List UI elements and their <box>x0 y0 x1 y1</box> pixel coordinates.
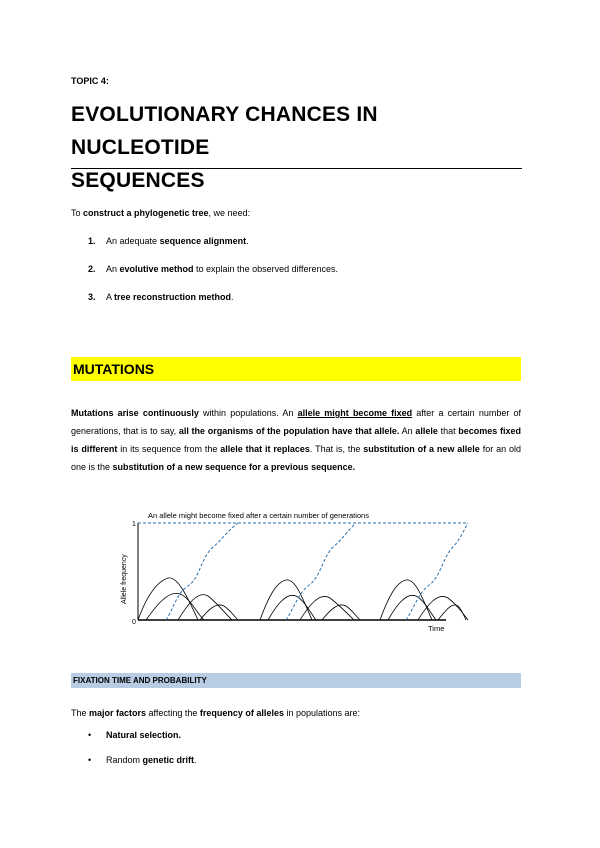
lost-allele-curve <box>388 595 436 620</box>
figure-caption: An allele might become fixed after a certain number of generations <box>148 511 369 520</box>
list-item <box>88 236 338 264</box>
list-text: A tree reconstruction method. <box>106 292 234 302</box>
factors-list <box>88 730 197 780</box>
page-title <box>71 98 521 197</box>
x-axis-label: Time <box>428 624 445 633</box>
list-text: Natural selection. <box>106 730 182 740</box>
mutations-paragraph: Mutations arise continuously within populations. An allele might become fixed after a certain number of generations, that is to say, all the organisms of the population have that allele. An allele that becomes fixed is different in its sequence from the allele that it replaces. That is, the substitution of a new allele for an old one is the substitution of a new sequence for a previous sequence. <box>71 408 522 472</box>
mutations-heading: MUTATIONS <box>71 357 521 381</box>
list-number: 2. <box>88 264 96 274</box>
lost-allele-curve <box>300 596 354 620</box>
lost-allele-curve <box>138 578 198 620</box>
bullet-icon: • <box>88 755 92 765</box>
requirements-list <box>88 236 338 320</box>
list-item <box>88 730 197 755</box>
topic-label: TOPIC 4: <box>71 76 109 86</box>
list-text: Random genetic drift. <box>106 755 197 765</box>
intro-part: , we need: <box>208 208 251 218</box>
list-number: 3. <box>88 292 96 302</box>
bullet-icon: • <box>88 730 92 740</box>
intro-part: To <box>71 208 84 218</box>
y-axis-top-label: 1 <box>132 521 136 528</box>
lost-allele-curve <box>418 596 468 620</box>
lost-allele-curve <box>380 580 432 620</box>
allele-fixation-figure <box>116 506 476 636</box>
fixed-allele-curves <box>166 523 468 620</box>
list-item <box>88 292 338 320</box>
list-text: An adequate sequence alignment. <box>106 236 249 246</box>
lost-allele-curves <box>138 578 468 620</box>
title-divider <box>71 168 522 169</box>
y-axis-bottom-label: 0 <box>132 619 136 626</box>
fixed-allele-curve <box>406 523 468 620</box>
list-item <box>88 264 338 292</box>
lost-allele-curve <box>200 605 238 620</box>
intro-text <box>71 208 250 218</box>
title-line-2: SEQUENCES <box>71 169 205 192</box>
intro-bold: construct a phylogenetic tree <box>83 208 209 218</box>
factors-text: The major factors affecting the frequency of alleles in populations are: <box>71 708 361 718</box>
list-item <box>88 755 197 780</box>
fixation-heading: FIXATION TIME AND PROBABILITY <box>71 673 521 688</box>
title-line-1: EVOLUTIONARY CHANCES IN NUCLEOTIDE <box>71 103 378 159</box>
list-text: An evolutive method to explain the observed differences. <box>106 264 338 274</box>
list-number: 1. <box>88 236 96 246</box>
y-axis-label: Allele frequency <box>121 554 128 604</box>
fixed-allele-curve <box>166 523 238 620</box>
